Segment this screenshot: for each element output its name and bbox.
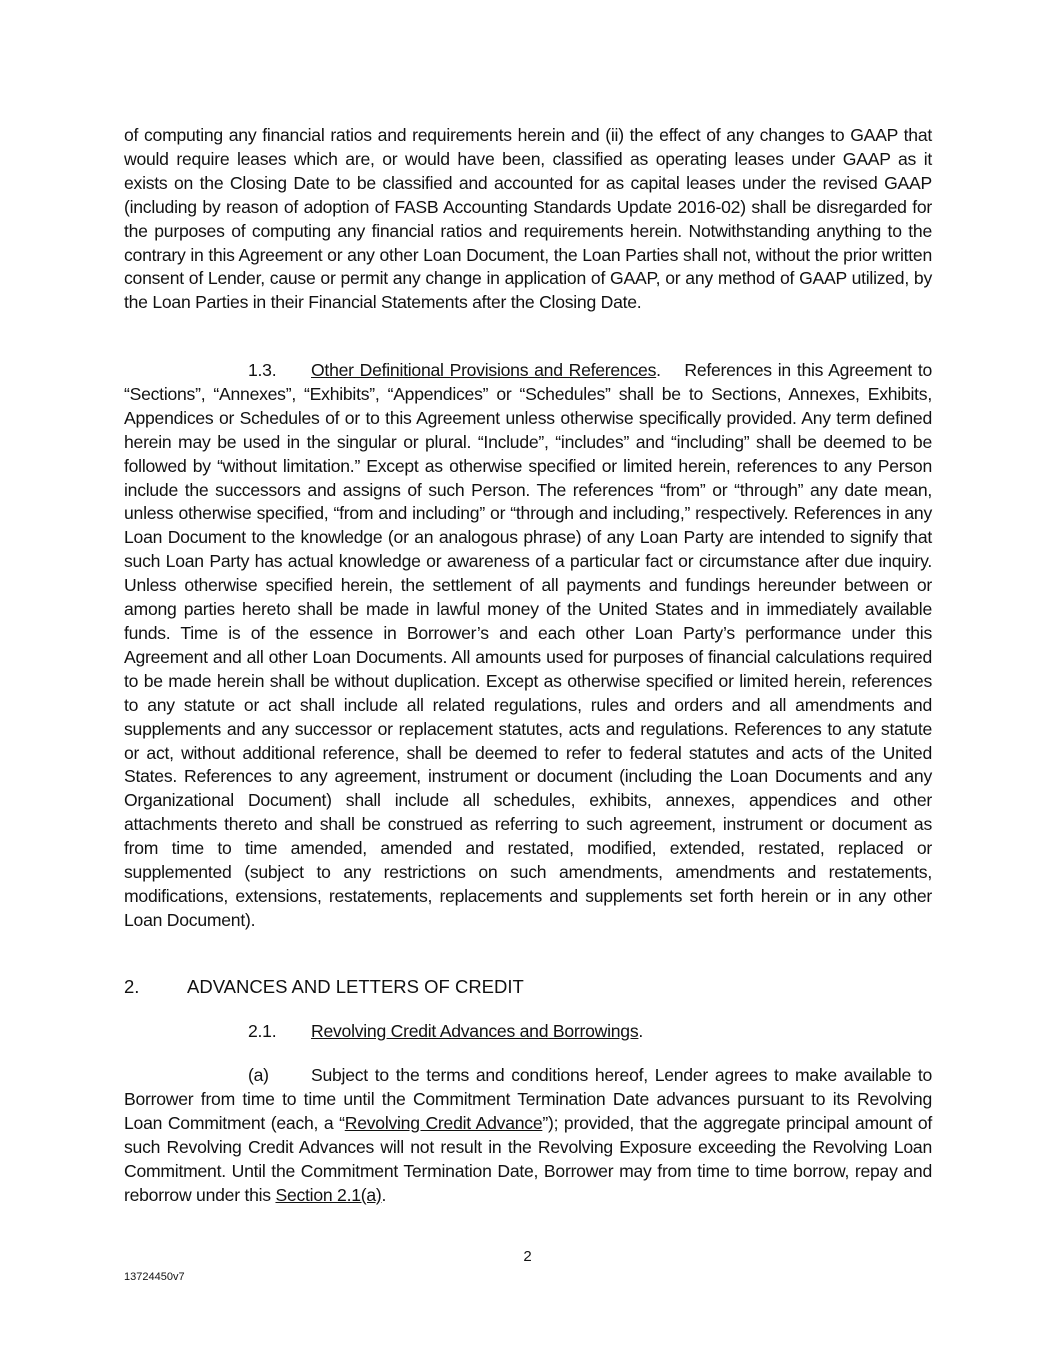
section-2-1-title-end: . bbox=[638, 1021, 644, 1041]
section-2-1-title: Revolving Credit Advances and Borrowings bbox=[311, 1021, 639, 1041]
section-1-3 bbox=[124, 359, 932, 933]
document-id: 13724450v7 bbox=[124, 1271, 185, 1283]
section-2-1-number: 2.1. bbox=[248, 1021, 277, 1041]
section-1-3-text: References in this Agreement to “Sections”, “Annexes”, “Exhibits”, “Appendices” or “Schedules” shall be to Sections, Annexes, Exhibits, Appendices or Schedules of or to this Agreement unless otherwise specifically provided. Any term defined herein may be used in the singular or plural. “Include”, “includes” and “including” shall be deemed to be followed by “without limitation.” Except as otherwise specified or limited herein, references to any Person include the successors and assigns of such Person. The references “from” or “through” any date mean, unless otherwise specified, “from and including” or “through and including,” respectively. References in any Loan Document to the knowledge (or an analogous phrase) of any Loan Party are intended to signify that such Loan Party has actual knowledge or awareness of a particular fact or circumstance after due inquiry. Unless otherwise specified herein, the settlement of all payments and fundings hereunder between or among parties hereto shall be made in lawful money of the United States and in immediately available funds. Time is of the essence in Borrower’s and each other Loan Party’s performance under this Agreement and all other Loan Documents. All amounts used for purposes of financial calculations required to be made herein shall be without duplication. Except as otherwise specified or limited herein, references to any statute or act shall include all related regulations, rules and orders and all amendments and supplements and any successor or replacement statutes, acts and regulations. References to any statute or act, without additional reference, shall be deemed to refer to federal statutes and acts of the United States. References to any agreement, instrument or document (including the Loan Documents and any Organizational Document) shall include all schedules, exhibits, annexes, appendices and other attachments thereto and shall be construed as referring to such agreement, instrument or document as from time to time amended, amended and restated, modified, extended, restated, replaced or supplemented (subject to any restrictions on such amendments, amendments and restatements, modifications, extensions, restatements, replacements and supplements set forth herein or in any other Loan Document). bbox=[124, 360, 933, 930]
section-1-3-title: Other Definitional Provisions and References bbox=[311, 360, 657, 380]
section-reference-2-1-a: Section 2.1(a) bbox=[275, 1184, 382, 1205]
section-1-3-number: 1.3. bbox=[248, 360, 277, 380]
section-2-title: ADVANCES AND LETTERS OF CREDIT bbox=[187, 976, 524, 997]
paragraph-gaap-continuation: of computing any financial ratios and requirements herein and (ii) the effect of any changes to GAAP that would require leases which are, or would have been, classified as operating leases under GAAP as it exists on the Closing Date to be classified and accounted for as capital leases under the revised GAAP (including by reason of adoption of FASB Accounting Standards Update 2016-02) shall be disregarded for the purposes of computing any financial ratios and requirements herein. Notwithstanding anything to the contrary in this Agreement or any other Loan Document, the Loan Parties shall not, without the prior written consent of Lender, cause or permit any change in application of GAAP, or any method of GAAP utilized, by the Loan Parties in their Financial Statements after the Closing Date. bbox=[124, 125, 932, 313]
section-1-3-title-end: . bbox=[656, 360, 661, 380]
section-2-1-a-label: (a) bbox=[248, 1065, 269, 1085]
section-2-number: 2. bbox=[124, 976, 140, 997]
section-2-1-a-text-3: . bbox=[381, 1184, 387, 1205]
defined-term-revolving-credit-advance: Revolving Credit Advance bbox=[344, 1112, 543, 1133]
section-2-1-a-text-2: ”); provided, that the aggregate principal amount of such Revolving Credit Advances will not result in the Revolving Exposure exceeding the Revolving Loan Commitment. Until the Commitment Termination Date, Borrower may from time to time borrow, repay and reborrow under this bbox=[124, 1112, 932, 1205]
section-2-1-a-text-1: Subject to the terms and conditions hereof, Lender agrees to make available to Borrower from time to time until the Commitment Termination Date advances pursuant to its Revolving Loan Commitment (each, a “ bbox=[124, 1065, 932, 1133]
section-2-1-heading bbox=[248, 1019, 643, 1043]
section-2-heading bbox=[124, 975, 932, 999]
section-2-1-a bbox=[124, 1064, 932, 1207]
page-number: 2 bbox=[523, 1248, 532, 1265]
